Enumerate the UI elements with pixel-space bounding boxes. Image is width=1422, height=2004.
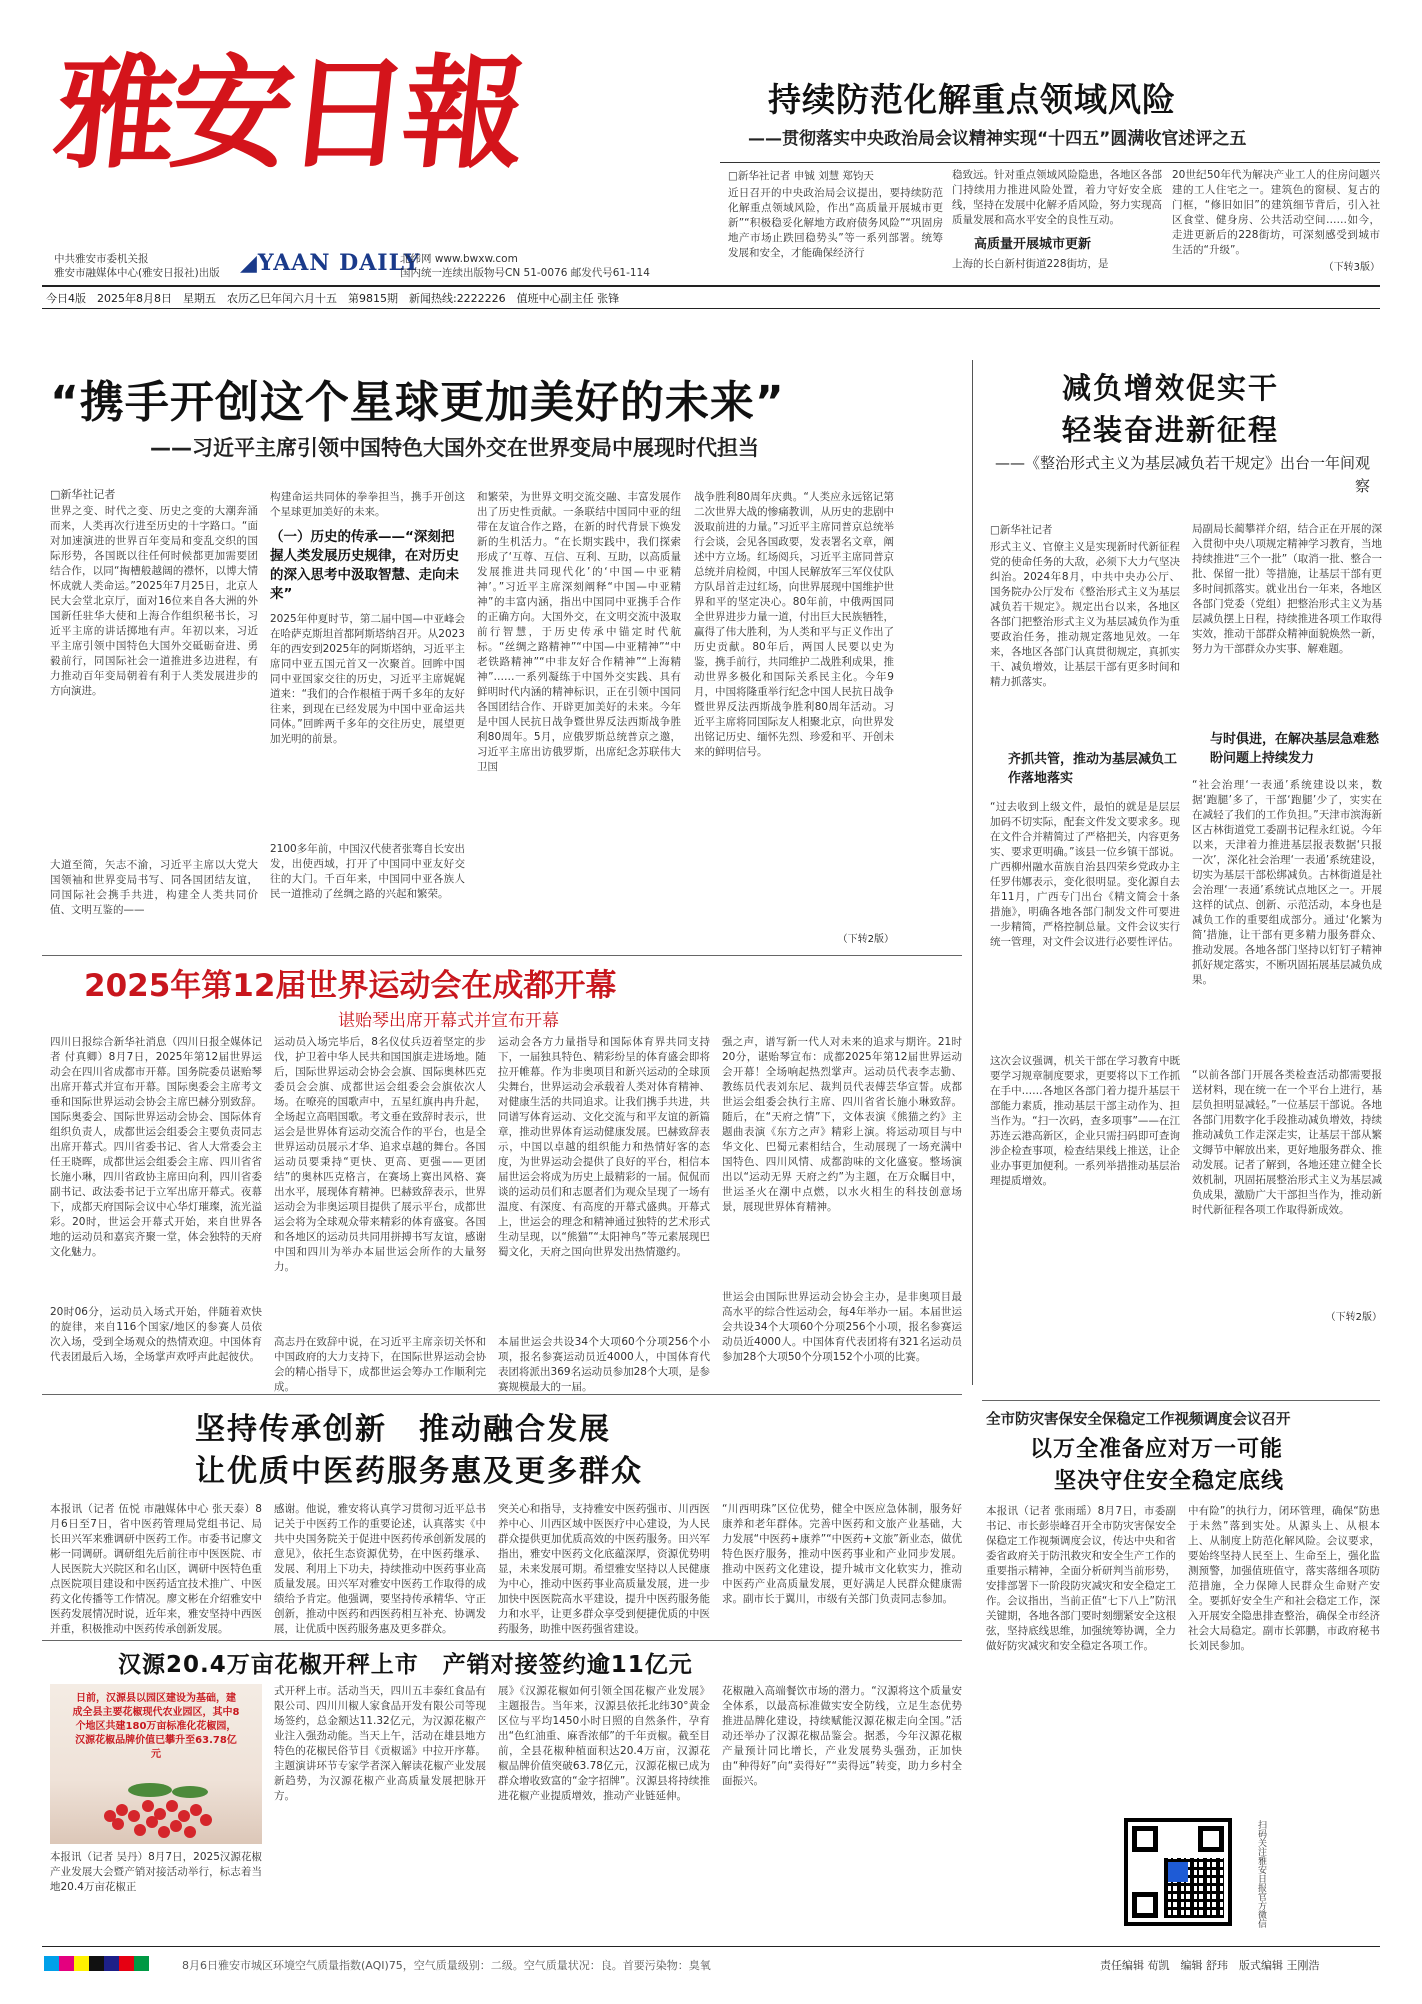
date-line: 今日4版 2025年8月8日 星期五 农历乙巳年闰六月十五 第9815期 新闻热线:2222226 值班中心副主任 张锋	[46, 292, 620, 305]
top-story-col-3	[1172, 168, 1380, 283]
tcm-title-1: 坚持传承创新 推动融合发展	[195, 1412, 611, 1447]
swatch-green	[134, 1956, 149, 1971]
tcm-top-rule	[42, 1394, 962, 1395]
top-story-col-3-more: （下转3版）	[1323, 262, 1380, 273]
top-story-title: 持续防范化解重点领域风险	[768, 80, 1176, 119]
worldgames-col-3	[498, 1035, 710, 1393]
footer-rule	[42, 1946, 1380, 1947]
worldgames-col-1	[50, 1035, 262, 1385]
qr-finder-bl	[1132, 1892, 1158, 1918]
lead-story-col-2	[270, 490, 465, 950]
tcm-col-2: 感谢。他说，雅安将认真学习贯彻习近平总书记关于中医药工作的重要论述，认真落实《中共中央国务院关于促进中医药传承创新发展的意见》，依托生态资源优势，在中医药继承、发展、利用上下功夫，持续推动中医药事业高质量发展。田兴军对雅安中医药工作取得的成绩给予肯定。他强调，要坚持传承精华、守正创新，推动中医药和西医药相互补充、协调发展，让优质中医药服务惠及更多群众。	[274, 1503, 486, 1635]
swatch-cyan	[44, 1956, 59, 1971]
swatch-red	[119, 1956, 134, 1971]
swatch-magenta	[59, 1956, 74, 1971]
lead-story-col-2-text-b: 2025年仲夏时节，第二届中国—中亚峰会在哈萨克斯坦首都阿斯塔纳召开。从2023年的西安到2025年的阿斯塔纳，习近平主席同中亚五国元首又一次聚首。回眸中国同中亚国家交往的历史，习近平主席娓娓道来：“我们的合作根植于两千多年的友好往来，到现在已经发展为中国中亚命运共同体。”回眸两千多年的交往历史，展望更加光明的前景。	[270, 613, 465, 745]
english-name-text: YAAN DAILY	[257, 250, 421, 276]
security-col-2: 中有险”的执行力，闭环管理，确保“防患于未然”落到实处。从源头上、从根本上、从制度上防范化解风险。会议要求，要始终坚持人民至上、生命至上，强化监测预警，加强值班值守，落实落细各项防范措施，全力保障人民群众生命财产安全。要抓好安全生产和社会稳定工作，深入开展安全隐患排查整治，确保全市经济社会大局稳定。副市长郭鹏，市政府秘书长刘民参加。	[1188, 1505, 1380, 1652]
tcm-col-3: 突关心和指导，支持雅安中医药强市、川西医养中心、川西区域中医医疗中心建设，为人民群众提供更加优质高效的中医药服务。田兴军指出，雅安中医药文化底蕴深厚，资源优势明显，未来发展可期。希望雅安坚持以人民健康为中心，推动中医药事业高质量发展，进一步加快中医医院高水平建设，提升中医药服务能力和水平，让更多群众享受到便捷优质的中医药服务，助推中医药强省建设。	[498, 1503, 710, 1635]
side-top-col-2-text: 局副局长蔺攀祥介绍，结合正在开展的深入贯彻中央八项规定精神学习教育，当地持续推进“三个一批”（取消一批、整合一批、保留一批）等措施，让基层干部有更多时间抓落实。就业出台一年来，各地区各部门党委（党组）把整治形式主义为基层减负摆上日程，持续推进各项工作取得实效，推动干部群众精神面貌焕然一新，努力为干部群众办实事、解难题。	[1192, 523, 1382, 655]
worldgames-col-3-text: 运动会各方力量指导和国际体育界共同支持下，一届独具特色、精彩纷呈的体育盛会即将拉开帷幕。作为非奥项目和新兴运动的全球顶尖舞台，世界运动会承载着人类对体育精神、对健康生活的共同追求。让我们携手共进，共同谱写体育运动、文化交流与和平友谊的新篇章，推动世界体育运动健康发展。巴赫致辞表示，中国以卓越的组织能力和热情好客的态度，为世界运动会提供了良好的平台，相信本届世运会将成为历史上最精彩的一届。侃侃而谈的运动员们和志愿者们为观众呈现了一场有温度、有深度、有高度的开幕式盛典。开幕式上，世运会的理念和精神通过独特的艺术形式生动呈现，以“熊猫”“太阳神鸟”等元素展现巴蜀文化，天府之国向世界发出热情邀约。	[498, 1036, 710, 1258]
lead-story-col-1-text: 世界之变、时代之变、历史之变的大潮奔涌而来，人类再次行进至历史的十字路口。“面对加速演进的世界百年变局和变乱交织的国际形势，各国既以往任何时候都更加需要团结合作，以同“掏槽般越阔的襟怀，以博大情怀成就人类命运。”2025年7月25日，北京人民大会堂北京厅，面对16位来自各大洲的外国新任驻华大使和上海合作组织秘书长，习近平主席的讲话掷地有声。年初以来，习近平主席引领中国特色大国外交砥砺奋进、勇毅前行，同国际社会一道推进多边进程，有力推动百年变局朝着有利于人类发展进步的方向演进。	[50, 505, 258, 697]
side-mid-col-2-more: （下转2版）	[1325, 1312, 1382, 1323]
top-story-col-2-heading: 高质量开展城市更新	[974, 237, 1092, 252]
side-top-subtitle: ——《整治形式主义为基层减负若干规定》出台一年间观察	[994, 454, 1370, 495]
side-top-title-2: 轻装奋进新征程	[1062, 413, 1280, 447]
lead-story-subtitle: ——习近平主席引领中国特色大国外交在世界变局中展现时代担当	[150, 436, 759, 460]
english-name	[240, 250, 420, 276]
side-top-byline: □新华社记者	[990, 524, 1053, 536]
website-line: 北纬网 www.bwxw.com	[400, 253, 518, 265]
side-top-col-2-heading: 与时俱进，在解决基层急难愁盼问题上持续发力	[1210, 732, 1380, 766]
publisher-line-2: 雅安市融媒体中心(雅安日报社)出版	[54, 267, 220, 279]
logo-text: 雅安日報	[47, 41, 528, 185]
lead-story-col-4-text: 战争胜利80周年庆典。“人类应永远铭记第二次世界大战的惨痛教训，从历史的悲剧中汲取前进的力量。”习近平主席同普京总统举行会谈，会见各国政要，发表署名文章，阐述中方立场。红场阅兵，习近平主席同普京总统并肩检阅，中国人民解放军三军仪仗队方队昂首走过红场，向世界展现中国维护世界和平的坚定决心。80年前，中俄两国同全世界进步力量一道，付出巨大民族牺牲，赢得了伟大胜利，为人类和平与正义作出了历史贡献。80年后，两国人民要以史为鉴，携手前行，共同维护二战胜利成果，推动世界多极化和国际关系民主化。今年9月，中国将隆重举行纪念中国人民抗日战争暨世界反法西斯战争胜利80周年活动。习近平主席将同国际友人相聚北京，向世界发出铭记历史、缅怀先烈、珍爱和平、开创未来的鲜明信号。	[694, 491, 894, 758]
issn-line: 国内统一连续出版物号CN 51-0076 邮发代号61-114	[400, 267, 650, 279]
qr-code[interactable]	[1124, 1818, 1232, 1926]
lead-story-title: “携手开创这个星球更加美好的未来”	[50, 377, 785, 428]
worldgames-top-rule	[42, 955, 962, 956]
worldgames-col-4	[722, 1035, 962, 1385]
top-story-rule	[720, 162, 1380, 163]
editors-line: 责任编辑 荀凯 编辑 舒玮 版式编辑 王刚浩	[1100, 1959, 1320, 1972]
security-top-rule	[982, 1400, 1380, 1401]
qr-logo	[1168, 1862, 1188, 1882]
lead-story-col-4-more: （下转2版）	[837, 934, 894, 945]
qr-finder-tr	[1198, 1826, 1224, 1852]
tcm-title-2: 让优质中医药服务惠及更多群众	[195, 1454, 643, 1489]
lead-story-col-1	[50, 504, 258, 950]
lead-story-byline: □新华社记者	[50, 488, 116, 501]
worldgames-col-2-text-b: 高志丹在致辞中说，在习近平主席亲切关怀和中国政府的大力支持下，在国际世界运动会协会的精心指导下，成都世运会筹办工作顺利完成。	[274, 1336, 486, 1393]
pepper-col-2: 式开秤上市。活动当天，四川五丰泰红食品有限公司、四川川椒人家食品开发有限公司等现场签约，总金额达11.32亿元，为汉源花椒产业注入强劲动能。当天上午，活动在雄县地方特色的花椒民俗节目《贡椒谣》中拉开序幕。主题演讲环节专家学者深入解读花椒产业发展新趋势，为汉源花椒产业高质量发展把脉开方。	[274, 1685, 486, 1802]
worldgames-col-1-text-b: 20时06分，运动员入场式开始，伴随着欢快的旋律，来自116个国家/地区的参赛人员依次入场，受到全场观众的热情欢迎。中国体育代表团最后入场，全场掌声欢呼声此起彼伏。	[50, 1306, 262, 1363]
side-top-col-1-text-b: “过去收到上级文件，最怕的就是是层层加码不切实际，配套文件发文要求多。现在文件合并精简过了严格把关，内容更务实、要求更明确。”该县一位乡镇干部说。广西柳州融水苗族自治县四荣乡党政办主任罗伟娜表示，变化很明显。变化源自去年11月，广西专门出台《精文简会十条措施》，明确各地各部门制发文件可要进一步精简，严格控制总量。文件会议实行统一管理，对文件会议进行必要性评估。	[990, 801, 1180, 948]
pepper-image	[50, 1684, 262, 1844]
tcm-col-4: “川西明珠”区位优势，健全中医应急体制，服务好康养和老年群体。完善中医药和文旅产业基础，大力发展“中医药+康养”“中医药+文旅”新业态，做优特色医疗服务，推动中医药事业和产业同步发展。推动中医药文化建设，提升城市文化软实力，推动中医药产业高质量发展，更好满足人民群众健康需求。副市长于翼川，市级有关部门负责同志参加。	[722, 1503, 962, 1605]
side-top-col-1-text: 形式主义、官僚主义是实现新时代新征程党的使命任务的大敌，必须下大力气坚决纠治。2024年8月，中共中央办公厅、国务院办公厅发布《整治形式主义为基层减负若干规定》。规定出台以来，各地区各部门把整治形式主义为基层减负作为重要政治任务，推动规定落地见效。一年来，各地区各部门认真贯彻规定，真抓实干、减负增效，让基层干部有更多时间和精力抓落实。	[990, 541, 1180, 688]
qr-caption: 扫码关注雅安日报官方微信	[1256, 1820, 1266, 1928]
security-title-2: 坚决守住安全稳定底线	[1054, 1469, 1285, 1494]
masthead-rule	[42, 285, 1380, 287]
side-top-col-1	[990, 540, 1180, 1380]
tcm-col-1: 本报讯（记者 伍悦 市融媒体中心 张天泰）8月6日至7日，省中医药管理局党组书记、局长田兴军来雅调研中医药工作。市委书记廖文彬一同调研。调研组先后前往市中医医院、市人民医院大兴院区和名山区，调研中医特色重点医院项目建设和中医药适宜技术推广、中医药文化传播等工作情况。廖文彬在介绍雅安中医药发展情况时说，近年来，雅安坚持中西医并重，积极推动中医药传承创新发展。	[50, 1503, 262, 1635]
top-story-col-2-tail: 上海的长白新村街道228街坊，是	[952, 258, 1109, 270]
top-story-subtitle: ——贯彻落实中央政治局会议精神实现“十四五”圆满收官述评之五	[748, 129, 1247, 149]
side-top-title-1: 减负增效促实干	[1062, 371, 1280, 405]
worldgames-col-2-text: 运动员入场完毕后，8名仪仗兵迈着坚定的步伐，护卫着中华人民共和国国旗走进场地。随后，国际世界运动会协会会旗、国际奥林匹克委员会会旗、成都世运会组委会会旗依次人场。在嘹亮的国歌声中，五星红旗冉冉升起，全场起立高唱国歌。考文垂在致辞时表示，世运会是世界体育运动交流合作的平台，也是全世界运动员展示才华、追求卓越的舞台。各国运动员要秉持“更快、更高、更强——更团结”的奥林匹克格言，在赛场上赛出风格、赛出水平，展现体育精神。巴赫致辞表示，世界运动会为非奥运项目提供了展示平台，成都世运会将为全球观众带来精彩的体育盛宴。各国和各地区的运动员共同用拼搏书写友谊，感谢中国和四川为举办本届世运会所作的大量努力。	[274, 1036, 486, 1273]
swatch-blue	[104, 1956, 119, 1971]
publisher-info	[54, 252, 264, 280]
swatch-black	[89, 1956, 104, 1971]
publisher-line-1: 中共雅安市委机关报	[54, 253, 149, 265]
side-mid-col-2-text: “以前各部门开展各类检查活动都需要报送材料，现在统一在一个平台上进行，基层负担明显减轻。”一位基层干部说。各地各部门用数字化手段推动减负增效，持续推动减负工作走深走实，让基层干部从繁文缛节中解放出来，更好地服务群众、推动发展。记者了解到，各地还建立健全长效机制，巩固拓展整治形式主义为基层减负成果，激励广大干部担当作为，推动新时代新征程各项工作取得新成效。	[1192, 1069, 1382, 1216]
date-rule	[42, 308, 1380, 309]
lead-story-col-4	[694, 490, 894, 950]
lead-story-col-3: 和繁荣，为世界文明交流交融、丰富发展作出了历史性贡献。一条联结中国同中亚的纽带在友谊合作之路，在新的时代背景下焕发新的生机活力。“在长期实践中，我们探索形成了‘互尊、互信、互利、互助，以高质量发展推进共同现代化’的‘中国—中亚精神’。”习近平主席深刻阐释“中国—中亚精神”的丰富内涵，指出中国同中亚携手合作的正确方向。大国外交，在文明交流中汲取前行智慧，于历史传承中锚定时代航标。“丝绸之路精神”“中国—中亚精神”“中老铁路精神”“中非友好合作精神”“上海精神”……一系列凝练于中国外交实践、具有鲜明时代内涵的精神标识，正在引领中国同各国团结合作、开辟更加美好的未来。今年是中国人民抗日战争暨世界反法西斯战争胜利80周年。5月，应俄罗斯总统普京之邀，习近平主席出访俄罗斯，出席纪念苏联伟大卫国	[477, 491, 681, 773]
worldgames-col-2	[274, 1035, 486, 1393]
swatch-yellow	[74, 1956, 89, 1971]
pepper-col-4: 花椒融入高端餐饮市场的潜力。“汉源将这个质量安全体系，以最高标准做实安全防线，立足生态优势推进品牌化建设，持续赋能汉源花椒走向全国。”活动还举办了汉源花椒品鉴会。据悉，今年汉源花椒产量预计同比增长，产业发展势头强劲，正加快由“种得好”向“卖得好”“卖得远”转变，助力乡村全面振兴。	[722, 1685, 962, 1787]
security-kicker: 全市防灾害保安全保稳定工作视频调度会议召开	[986, 1412, 1291, 1428]
worldgames-subtitle: 谌贻琴出席开幕式并宣布开幕	[338, 1011, 559, 1031]
pepper-cluster-icon	[90, 1776, 230, 1842]
worldgames-col-1-text: 四川日报综合新华社消息（四川日报全媒体记者 付真卿）8月7日，2025年第12届世界运动会在四川省成都市开幕。国务院委员谌贻琴出席开幕式并宣布开幕。国际奥委会主席考文垂和国际世界运动会协会主席巴赫分别致辞。国际奥委会、国际世界运动会协会、国际体育组织负责人，成都世运会组委会主要负责同志出席开幕式。四川省委书记、省人大常委会主任王晓晖，成都世运会组委会主席、四川省省长施小琳，四川省政协主席田向利，四川省委副书记、政法委书记于立军出席开幕式。夜幕下，成都天府国际会议中心华灯璀璨，流光溢彩。20时，世运会开幕式开始，来自世界各地的运动员和嘉宾齐聚一堂，体会独特的天府文化魅力。	[50, 1036, 262, 1258]
air-quality: 8月6日雅安市城区环境空气质量指数(AQI)75，空气质量级别：二级。空气质量状况：良。首要污染物：臭氧	[182, 1959, 711, 1972]
worldgames-col-4-text-b: 世运会由国际世界运动会协会主办，是非奥项目最高水平的综合性运动会，每4年举办一届。本届世运会共设34个大项60个分项256个小项，报名参赛运动员近4000人。中国体育代表团将有321名运动员参加28个大项50个分项152个小项的比赛。	[722, 1291, 962, 1363]
pepper-col-1: 本报讯（记者 吴丹）8月7日，2025汉源花椒产业发展大会暨产销对接活动举行，标志着当地20.4万亩花椒正	[50, 1851, 262, 1893]
lead-story-col-2-text-c: 2100多年前，中国汉代使者张骞自长安出发，出使西域，打开了中国同中亚友好交往的大门。千百年来，中国同中亚各族人民一道推动了丝绸之路的兴起和繁荣。	[270, 843, 465, 900]
lead-side-divider	[972, 360, 973, 1385]
pepper-top-rule	[42, 1640, 962, 1641]
top-story-col-3-text: 20世纪50年代为解决产业工人的住房问题兴建的工人住宅之一。建筑色的窗棂、复古的门框，“修旧如旧”的建筑细节背后，引入社区食堂、健身房、公共活动空间……如今，走进更新后的228街坊，可深刻感受到城市生活的“升级”。	[1172, 169, 1380, 256]
top-story-col-1: 近日召开的中央政治局会议提出，要持续防范化解重点领域风险，作出“高质量开展城市更新”“积极稳妥化解地方政府债务风险”“巩固房地产市场止跌回稳势头”等一系列部署。统筹发展和安全，才能确保经济行	[728, 187, 943, 259]
worldgames-col-4-text: 强之声，谱写新一代人对未来的追求与期许。21时20分，谌贻琴宣布：成都2025年第12届世界运动会开幕！全场响起热烈掌声。运动员代表李志勤、教练员代表刘东尼、裁判员代表傅芸华宣誓。成都世运会组委会执行主席、四川省省长施小琳致辞。随后，在“天府之情”下，文体表演《熊猫之约》主题曲表演《东方之声》精彩上演。将运动项目与中华文化、巴蜀元素相结合，生动展现了一场充满中国特色、四川风情、成都韵味的文化盛宴。整场演出以“运动无界 天府之约”为主题，在万众瞩目中，世运圣火在潮中点燃，以水火相生的科技创意场景，展现世界体育精神。	[722, 1036, 962, 1213]
color-registration-bar	[44, 1956, 164, 1971]
security-col-1: 本报讯（记者 张雨瑶）8月7日，市委副书记、市长彭崇峰召开全市防灾害保安全保稳定工作视频调度会议，传达中央和省委省政府关于防汛救灾和安全生产工作的重要指示精神，全面分析研判当前形势，安排部署下一阶段防灾减灾和安全稳定工作。会议指出，当前正值“七下八上”防汛关键期，各地各部门要时刻绷紧安全这根弦，坚持底线思维，加强统筹协调，全力做好防灾减灾和安全稳定各项工作。	[986, 1505, 1176, 1652]
top-story-col-2	[952, 168, 1162, 278]
worldgames-title: 2025年第12届世界运动会在成都开幕	[84, 968, 617, 1004]
newspaper-logo	[46, 41, 622, 202]
qr-finder-tl	[1132, 1826, 1158, 1852]
side-top-col-1-heading: 齐抓共管，推动为基层减负工作落地落实	[1008, 752, 1178, 786]
side-top-col-2-text-b: “社会治理‘一表通’系统建设以来，数据‘跑腿’多了，干部‘跑腿’少了，实实在在减轻了我们的工作负担。”天津市滨海新区古林街道党工委副书记程永红说。今年以来，天津着力推进基层报表数据‘只报一次’，深化社会治理‘一表通’系统建设，切实为基层干部松绑减负。古林街道是社会治理‘一表通’系统试点地区之一。开展这样的试点、创新、示范活动，本身也是减负工作的重要组成部分。通过‘化繁为简’措施，让干部有更多精力服务群众、推动发展。各地各部门坚持以钉钉子精神抓好规定落实，不断巩固拓展基层减负成果。	[1192, 779, 1382, 986]
top-story-col-2-text: 稳致远。针对重点领域风险隐患，各地区各部门持续用力推进风险处置，着力守好安全底线，坚持在发展中化解矛盾风险，努力实现高质量发展和高水平安全的良性互动。	[952, 169, 1162, 226]
pepper-col-3: 展》《汉源花椒如何引领全国花椒产业发展》主题报告。当年来，汉源县依托北纬30°黄金区位与平均1450小时日照的自然条件，孕育出“色红油重、麻香浓郁”的千年贡椒。截至目前，全县花椒种植面积达20.4万亩，汉源花椒品牌价值突破63.78亿元，汉源花椒已成为群众增收致富的“金字招牌”。汉源县将持续推进花椒产业提质增效，推动产业链延伸。	[498, 1685, 710, 1802]
top-story-byline: □新华社记者 申铖 刘慧 郑钧天	[728, 170, 874, 182]
yaan-daily-icon: ◢	[240, 250, 258, 276]
lead-story-col-1-text-b: 大道至简，矢志不渝，习近平主席以大党大国领袖和世界变局书写、同各国团结友谊，同国际社会携手共进，构建全人类共同价值、文明互鉴的——	[50, 859, 258, 916]
lead-story-col-2-text: 构建命运共同体的拳拳担当，携手开创这个星球更加美好的未来。	[270, 491, 465, 518]
worldgames-col-3-text-b: 本届世运会共设34个大项60个分项256个小项，报名参赛运动员近4000人，中国体育代表团将派出369名运动员参加28个大项，是参赛规模最大的一届。	[498, 1336, 710, 1393]
masthead-info	[400, 252, 770, 280]
security-title-1: 以万全准备应对万一可能	[1030, 1437, 1284, 1462]
pepper-image-caption: 日前，汉源县以园区建设为基础，建成全县主要花椒现代农业园区，其中8个地区共建180万亩标准化花椒园，汉源花椒品牌价值已攀升至63.78亿元	[72, 1693, 240, 1760]
side-top-col-2	[1192, 522, 1382, 1382]
pepper-title: 汉源20.4万亩花椒开秤上市 产销对接签约逾11亿元	[118, 1652, 693, 1678]
side-mid-col-1-text: 这次会议强调，机关干部在学习教育中既要学习规章制度要求，更要将以下工作抓在手中……各地区各部门着力提升基层干部能力素质，推动基层干部主动作为、担当作为。“扫一次码，查多项事”——在江苏连云港高新区，企业只需扫码即可查询涉企检查事项，检查结果线上推送，让企业办事更加便利。一系列举措推动基层治理提质增效。	[990, 1055, 1180, 1187]
lead-story-col-2-heading: （一）历史的传承——“深刻把握人类发展历史规律，在对历史的深入思考中汲取智慧、走向未来”	[270, 529, 459, 602]
